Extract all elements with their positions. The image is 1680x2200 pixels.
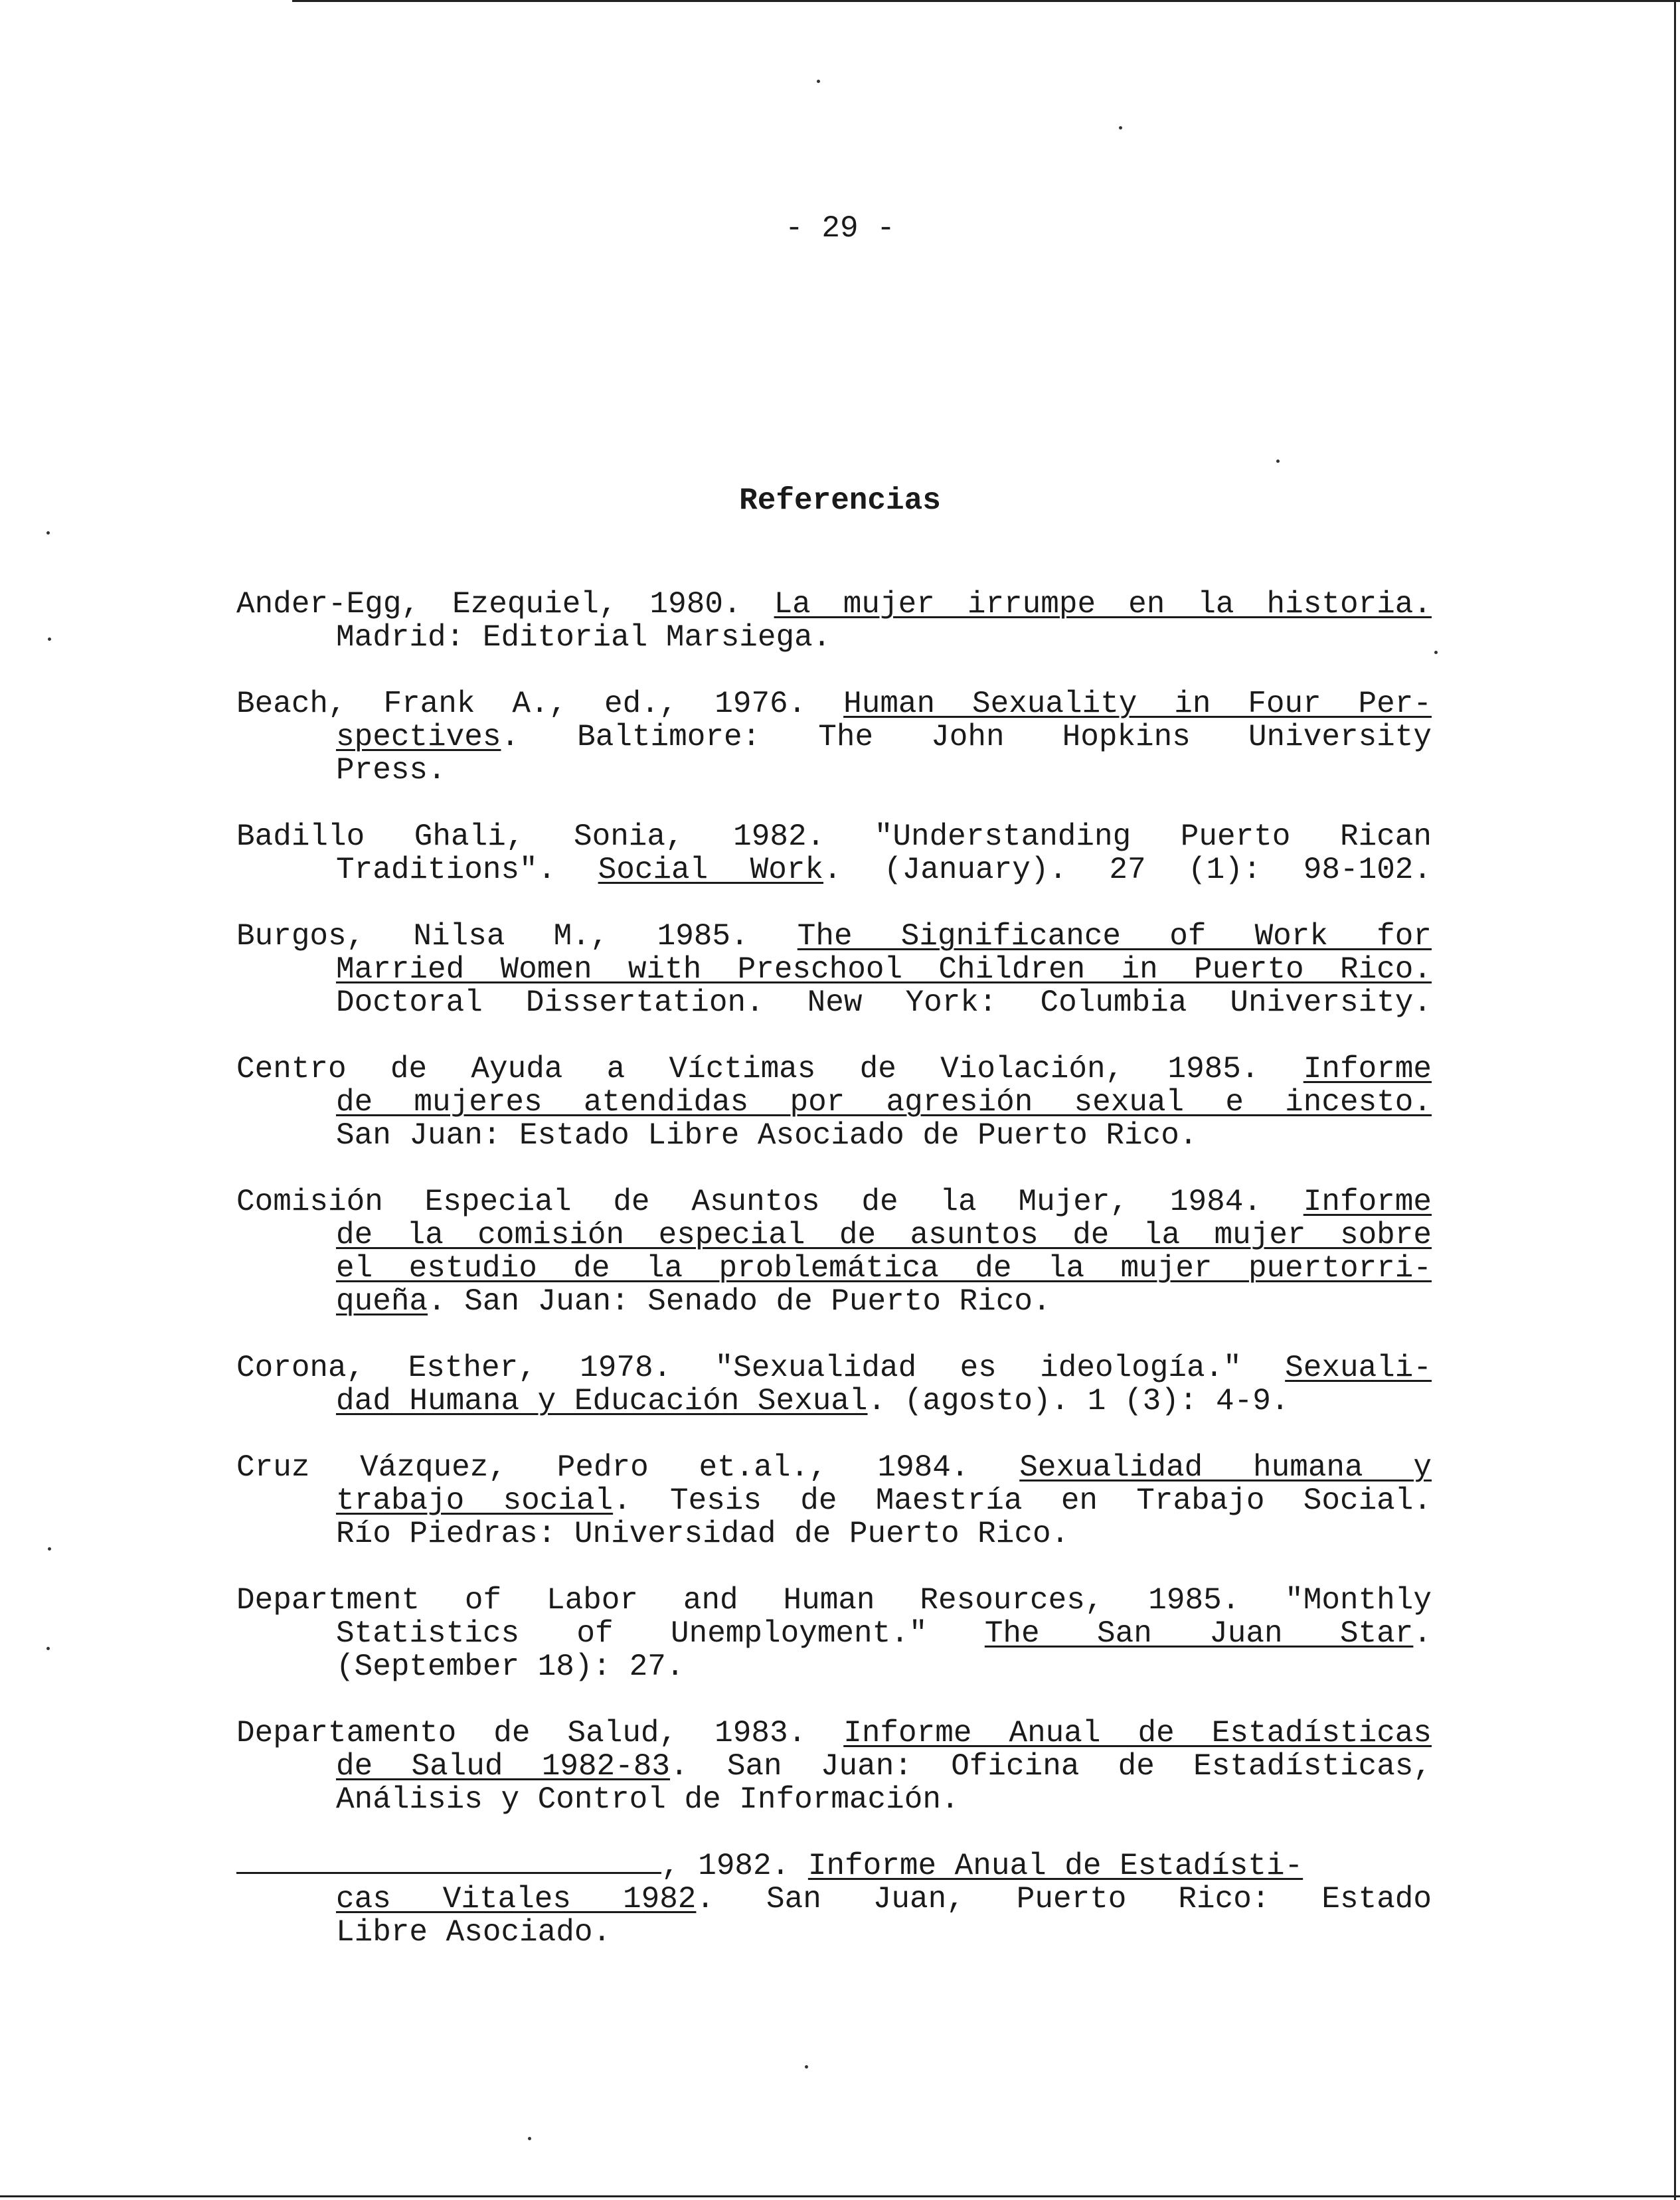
reference-title: The Significance of Work for xyxy=(797,919,1432,954)
reference-line xyxy=(336,1219,1432,1252)
reference-entry xyxy=(236,588,1432,654)
reference-text: Press. xyxy=(336,753,446,788)
reference-text: Comisión Especial de Asuntos de la Mujer, 1984. xyxy=(236,1185,1303,1219)
reference-text: Madrid: Editorial Marsiega. xyxy=(336,620,831,655)
reference-text: . (agosto). 1 (3): 4-9. xyxy=(867,1384,1290,1418)
reference-title: Informe xyxy=(1303,1185,1432,1219)
scan-speck xyxy=(1434,651,1438,654)
reference-line xyxy=(236,820,1432,853)
reference-title: The San Juan Star xyxy=(984,1616,1414,1651)
reference-line xyxy=(336,621,1432,654)
reference-line xyxy=(236,1185,1432,1219)
reference-line xyxy=(336,1883,1432,1916)
reference-line xyxy=(236,588,1432,621)
reference-line xyxy=(236,1451,1432,1484)
page-frame-bottom xyxy=(0,2195,1680,2197)
reference-text: Análisis y Control de Información. xyxy=(336,1782,960,1817)
reference-title: spectives xyxy=(336,720,501,754)
reference-text: Departamento de Salud, 1983. xyxy=(236,1716,844,1750)
page-frame-top xyxy=(292,0,1680,2)
reference-title: cas Vitales 1982 xyxy=(336,1882,697,1916)
reference-title: de mujeres atendidas por agresión sexual e incesto. xyxy=(336,1085,1432,1120)
reference-title: queña xyxy=(336,1284,428,1319)
reference-line xyxy=(236,1351,1432,1385)
reference-line xyxy=(236,1584,1432,1617)
reference-line xyxy=(236,920,1432,953)
reference-line xyxy=(336,754,1432,787)
reference-text: (September 18): 27. xyxy=(336,1650,685,1684)
page-heading: Referencias xyxy=(739,483,941,518)
reference-entry xyxy=(236,1053,1432,1152)
reference-text: Corona, Esther, 1978. "Sexualidad es ideología." xyxy=(236,1351,1286,1385)
reference-text: . Tesis de Maestría en Trabajo Social. xyxy=(613,1483,1432,1518)
scan-speck xyxy=(48,1547,51,1551)
reference-text: Cruz Vázquez, Pedro et.al., 1984. xyxy=(236,1450,1020,1485)
reference-text: Burgos, Nilsa M., 1985. xyxy=(236,919,798,954)
reference-title: Social Work xyxy=(598,853,824,887)
reference-text: . Baltimore: The John Hopkins University xyxy=(501,720,1432,754)
reference-entry xyxy=(236,1584,1432,1683)
repeated-author-rule xyxy=(236,1872,661,1874)
page-frame-right xyxy=(1674,0,1676,2200)
reference-title: trabajo social xyxy=(336,1483,614,1518)
reference-title: Informe xyxy=(1303,1052,1432,1086)
reference-text: . San Juan: Oficina de Estadísticas, xyxy=(669,1749,1432,1784)
reference-title: Human Sexuality in Four Per- xyxy=(843,687,1432,721)
reference-text: . xyxy=(1413,1616,1432,1651)
reference-line xyxy=(336,1750,1432,1783)
reference-entry xyxy=(236,1717,1432,1816)
reference-entry xyxy=(236,820,1432,887)
scan-speck xyxy=(46,531,50,535)
reference-line xyxy=(336,1285,1432,1318)
reference-line xyxy=(336,1252,1432,1285)
reference-line xyxy=(336,986,1432,1019)
reference-text: Department of Labor and Human Resources, 1985. "Monthly xyxy=(236,1583,1432,1618)
reference-entry xyxy=(236,1849,1432,1949)
reference-line xyxy=(236,1053,1432,1086)
reference-text: Doctoral Dissertation. New York: Columbia University. xyxy=(336,985,1432,1020)
reference-title: Married Women with Preschool Children in Puerto Rico. xyxy=(336,952,1432,987)
scan-speck xyxy=(805,2065,808,2069)
reference-entry xyxy=(236,1351,1432,1418)
reference-line xyxy=(336,1119,1432,1152)
reference-entry xyxy=(236,1185,1432,1318)
reference-text: Ander-Egg, Ezequiel, 1980. xyxy=(236,587,774,622)
page-number: - 29 - xyxy=(785,211,895,246)
reference-title: La mujer irrumpe en la historia. xyxy=(774,587,1432,622)
reference-text: Centro de Ayuda a Víctimas de Violación, 1985. xyxy=(236,1052,1303,1086)
reference-text: Traditions". xyxy=(336,853,598,887)
reference-line xyxy=(236,687,1432,720)
scan-speck xyxy=(1119,126,1122,129)
reference-text: . (January). 27 (1): 98-102. xyxy=(823,853,1432,887)
reference-text: Beach, Frank A., ed., 1976. xyxy=(236,687,844,721)
reference-title: dad Humana y Educación Sexual xyxy=(336,1384,868,1418)
reference-line xyxy=(336,1517,1432,1551)
reference-title: de Salud 1982-83 xyxy=(336,1749,670,1784)
reference-title: el estudio de la problemática de la mujer puertorri- xyxy=(336,1251,1432,1286)
reference-title: de la comisión especial de asuntos de la mujer sobre xyxy=(336,1218,1432,1252)
reference-line xyxy=(336,1086,1432,1119)
reference-line xyxy=(236,1717,1432,1750)
reference-entry xyxy=(236,1451,1432,1551)
reference-text: , 1982. xyxy=(661,1849,808,1883)
reference-title: Sexuali- xyxy=(1285,1351,1432,1385)
reference-text: Río Piedras: Universidad de Puerto Rico. xyxy=(336,1517,1070,1551)
reference-line xyxy=(336,953,1432,986)
reference-line xyxy=(336,1617,1432,1650)
scan-speck xyxy=(46,1647,50,1650)
reference-title: Informe Anual de Estadísti- xyxy=(807,1849,1303,1883)
reference-line xyxy=(336,1385,1432,1418)
scan-speck xyxy=(48,637,51,641)
reference-line xyxy=(336,720,1432,754)
reference-line xyxy=(236,1849,1432,1883)
reference-text: Libre Asociado. xyxy=(336,1915,612,1950)
reference-title: Informe Anual de Estadísticas xyxy=(843,1716,1432,1750)
scan-speck xyxy=(1276,460,1280,463)
reference-text: . San Juan: Senado de Puerto Rico. xyxy=(428,1284,1051,1319)
reference-line xyxy=(336,1484,1432,1517)
reference-text: Statistics of Unemployment." xyxy=(336,1616,985,1651)
reference-text: . San Juan, Puerto Rico: Estado xyxy=(696,1882,1432,1916)
reference-entry xyxy=(236,687,1432,787)
reference-line xyxy=(336,1783,1432,1816)
reference-text: Badillo Ghali, Sonia, 1982. "Understanding Puerto Rican xyxy=(236,819,1432,854)
reference-entry xyxy=(236,920,1432,1019)
scan-speck xyxy=(528,2137,531,2140)
reference-text: San Juan: Estado Libre Asociado de Puerto Rico. xyxy=(336,1118,1198,1153)
reference-line xyxy=(336,1650,1432,1683)
reference-line xyxy=(336,853,1432,887)
reference-title: Sexualidad humana y xyxy=(1019,1450,1432,1485)
reference-line xyxy=(336,1916,1432,1949)
scan-speck xyxy=(817,80,820,83)
